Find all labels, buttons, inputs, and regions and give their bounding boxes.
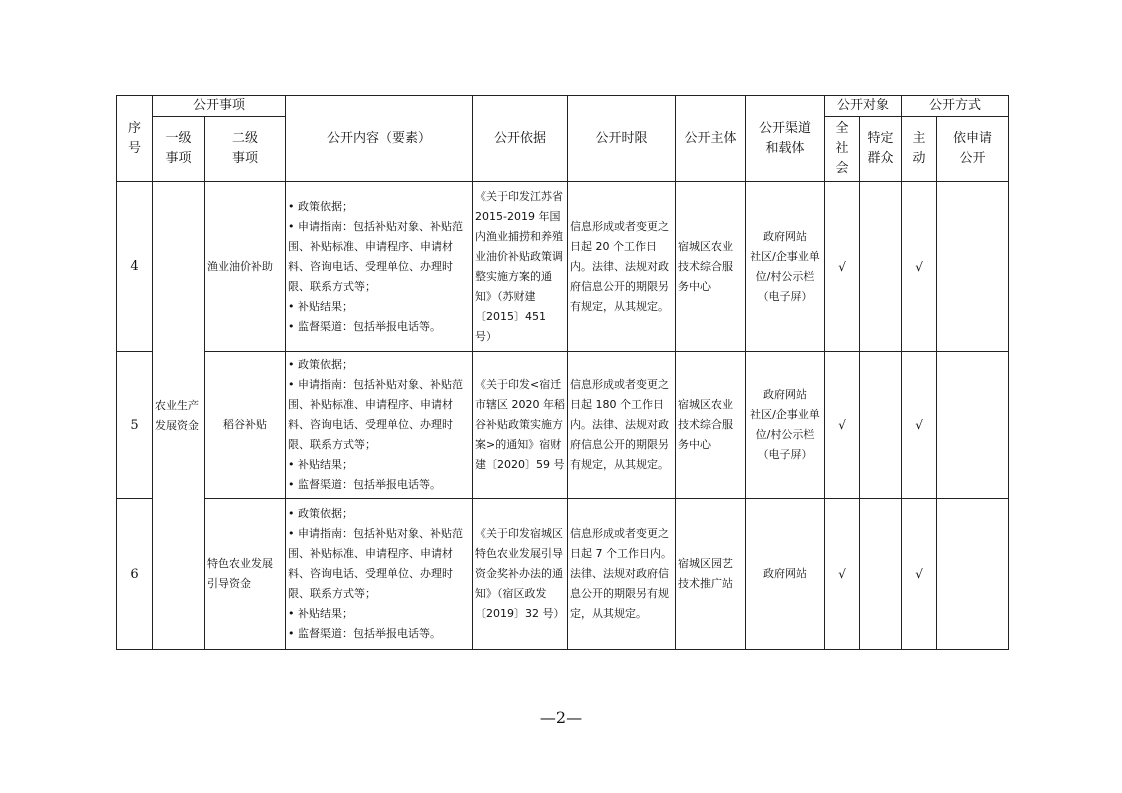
target-specific-mark <box>860 182 902 352</box>
header-channel <box>746 96 825 182</box>
page-number: —2— <box>539 708 583 727</box>
header-method-active <box>902 117 937 182</box>
row-number: 4 <box>117 182 153 352</box>
header-seq-text: 序 号 <box>127 120 141 156</box>
header-target: 公开对象 <box>825 96 902 117</box>
header-level2-text: 二级 事项 <box>232 131 259 166</box>
channel-text: 政府网站 社区/企事业单位/村公示栏 （电子屏） <box>750 229 820 303</box>
disclosure-table <box>116 95 1009 650</box>
level1-item <box>153 182 205 650</box>
header-seq <box>117 96 153 182</box>
channel-cell <box>746 499 825 650</box>
header-channel-text: 公开渠道 和载体 <box>759 120 812 156</box>
header-content: 公开内容（要素） <box>286 96 473 182</box>
method-active-mark: √ <box>902 352 937 499</box>
time-limit-cell: 信息形成或者变更之日起 180 个工作日内。法律、法规对政府信息公开的期限另有规定，从其规定。 <box>568 352 676 499</box>
content-cell <box>286 182 473 352</box>
header-target-all <box>825 117 860 182</box>
content-line: • 监督渠道：包括举报电话等。 <box>288 478 441 491</box>
method-apply-mark <box>937 352 1009 499</box>
method-active-mark: √ <box>902 499 937 650</box>
header-method: 公开方式 <box>902 96 1009 117</box>
level1-item-text: 农业生产 发展资金 <box>155 398 199 432</box>
channel-text: 政府网站 <box>763 567 808 580</box>
content-line: • 补贴结果； <box>288 299 354 313</box>
header-subject: 公开主体 <box>676 96 746 182</box>
content-line: • 政策依据； <box>288 507 354 520</box>
header-level1 <box>153 117 205 182</box>
header-level1-text: 一级 事项 <box>165 131 192 166</box>
content-line: • 政策依据； <box>288 199 354 213</box>
level2-item: 特色农业发展引导资金 <box>205 499 286 650</box>
time-limit-cell: 信息形成或者变更之日起 7 个工作日内。法律、法规对政府信息公开的期限另有规定，从其规定。 <box>568 499 676 650</box>
header-time-limit: 公开时限 <box>568 96 676 182</box>
header-target-specific-text: 特定 群众 <box>867 131 894 166</box>
content-line: • 申请指南：包括补贴对象、补贴范围、补贴标准、申请程序、申请材料、咨询电话、受理单位、办理时限、联系方式等； <box>288 527 463 600</box>
header-method-apply-text: 依申请 公开 <box>953 131 993 166</box>
table-row <box>117 352 1009 499</box>
content-cell <box>286 352 473 499</box>
row-number: 5 <box>117 352 153 499</box>
channel-cell <box>746 352 825 499</box>
header-public-items: 公开事项 <box>153 96 286 117</box>
target-specific-mark <box>860 499 902 650</box>
content-line: • 监督渠道：包括举报电话等。 <box>288 627 441 640</box>
header-target-all-text: 全 社 会 <box>835 121 849 176</box>
channel-text: 政府网站 社区/企事业单位/村公示栏 （电子屏） <box>750 388 820 461</box>
content-line: • 监督渠道：包括举报电话等。 <box>288 319 441 333</box>
header-target-specific <box>860 117 902 182</box>
target-all-mark: √ <box>825 352 860 499</box>
channel-cell <box>746 182 825 352</box>
content-line: • 政策依据； <box>288 358 354 371</box>
time-limit-cell: 信息形成或者变更之日起 20 个工作日内。法律、法规对政府信息公开的期限另有规定，从其规定。 <box>568 182 676 352</box>
content-line: • 补贴结果； <box>288 458 354 471</box>
table-row <box>117 182 1009 352</box>
header-method-apply <box>937 117 1009 182</box>
content-line: • 申请指南：包括补贴对象、补贴范围、补贴标准、申请程序、申请材料、咨询电话、受理单位、办理时限、联系方式等； <box>288 378 463 451</box>
subject-cell: 宿城区园艺技术推广站 <box>676 499 746 650</box>
content-line: • 申请指南：包括补贴对象、补贴范围、补贴标准、申请程序、申请材料、咨询电话、受理单位、办理时限、联系方式等； <box>288 219 463 293</box>
header-basis: 公开依据 <box>473 96 568 182</box>
level2-item: 稻谷补贴 <box>205 352 286 499</box>
basis-cell: 《关于印发宿城区特色农业发展引导资金奖补办法的通知》（宿区政发〔2019〕32 号） <box>473 499 568 650</box>
content-cell <box>286 499 473 650</box>
header-level2 <box>205 117 286 182</box>
target-all-mark: √ <box>825 499 860 650</box>
basis-cell: 《关于印发<宿迁市辖区 2020 年稻谷补贴政策实施方案>的通知》宿财建〔2020〕59 号 <box>473 352 568 499</box>
content-line: • 补贴结果； <box>288 607 354 620</box>
target-specific-mark <box>860 352 902 499</box>
method-apply-mark <box>937 499 1009 650</box>
method-active-mark: √ <box>902 182 937 352</box>
level2-item: 渔业油价补助 <box>205 182 286 352</box>
subject-cell: 宿城区农业技术综合服务中心 <box>676 352 746 499</box>
target-all-mark: √ <box>825 182 860 352</box>
table-row <box>117 499 1009 650</box>
row-number: 6 <box>117 499 153 650</box>
subject-cell: 宿城区农业技术综合服务中心 <box>676 182 746 352</box>
method-apply-mark <box>937 182 1009 352</box>
basis-cell: 《关于印发江苏省 2015-2019 年国内渔业捕捞和养殖业油价补贴政策调整实施方案的通知》（苏财建〔2015〕451 号） <box>473 182 568 352</box>
header-method-active-text: 主 动 <box>912 131 926 166</box>
